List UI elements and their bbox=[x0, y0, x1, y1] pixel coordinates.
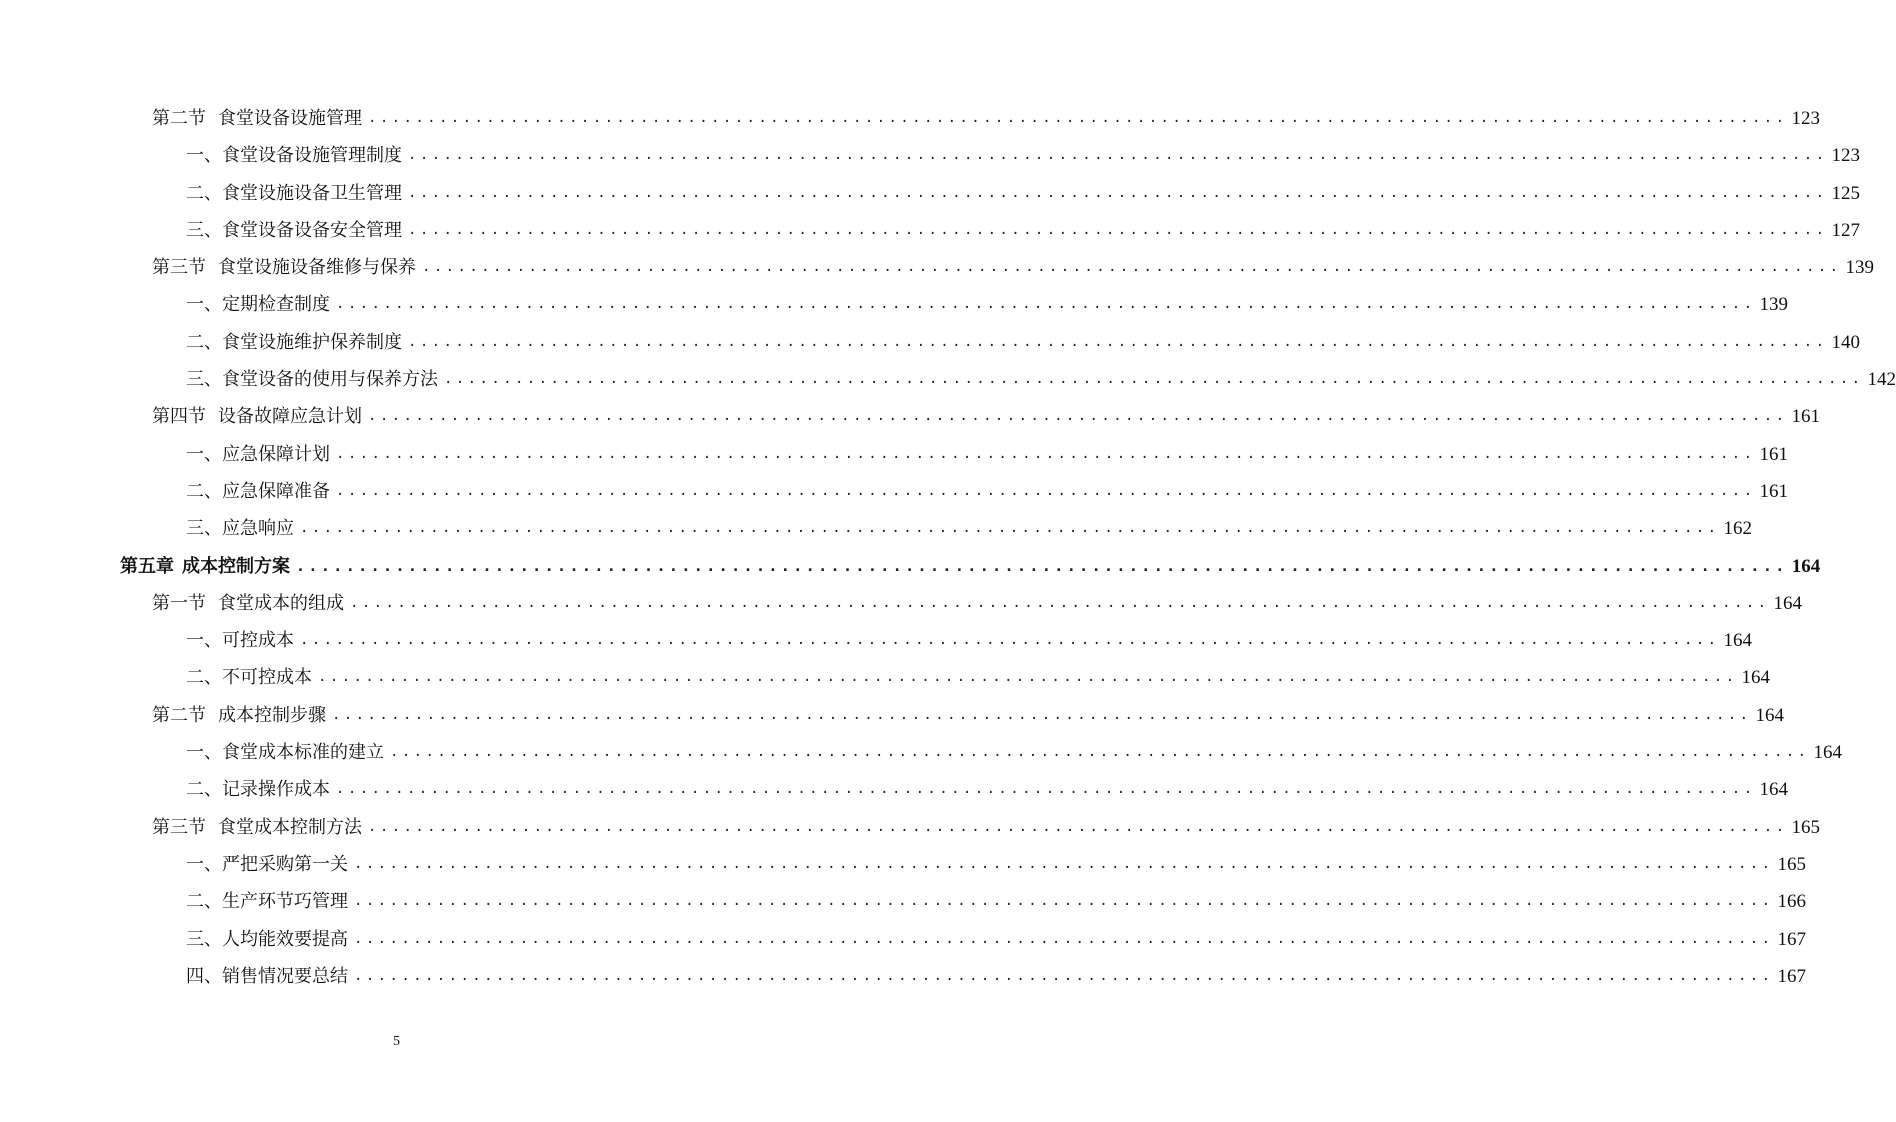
toc-entry-page-number: 162 bbox=[1723, 518, 1752, 540]
toc-entry-title: 记录操作成本 bbox=[222, 779, 330, 801]
toc-entry-title: 应急保障准备 bbox=[222, 480, 330, 502]
toc-entry-number: 一、 bbox=[186, 294, 222, 316]
toc-entry-title: 食堂成本标准的建立 bbox=[222, 742, 384, 764]
toc-entry-title: 食堂设施维护保养制度 bbox=[222, 331, 402, 353]
toc-subsection-entry[interactable] bbox=[0, 883, 1806, 920]
toc-entry-page-number: 166 bbox=[1777, 891, 1806, 913]
toc-entry-title: 可控成本 bbox=[222, 630, 294, 652]
toc-entry-page-number: 164 bbox=[1773, 592, 1802, 614]
toc-entry-number: 一、 bbox=[186, 145, 222, 167]
toc-entry-title: 食堂设施设备维修与保养 bbox=[218, 257, 416, 279]
toc-dot-leader: ........................................................................................................................ bbox=[318, 669, 1738, 686]
toc-subsection-entry[interactable] bbox=[0, 846, 1806, 883]
toc-entry-number: 第三节 bbox=[152, 257, 206, 279]
toc-dot-leader: ........................................................................................................................ bbox=[350, 594, 1770, 611]
toc-subsection-entry[interactable] bbox=[0, 473, 1788, 510]
toc-entry-number: 一、 bbox=[186, 630, 222, 652]
toc-subsection-entry[interactable] bbox=[0, 622, 1752, 659]
toc-subsection-entry[interactable] bbox=[0, 734, 1842, 771]
toc-entry-title: 食堂设备的使用与保养方法 bbox=[222, 369, 438, 391]
toc-entry-page-number: 165 bbox=[1791, 816, 1820, 838]
toc-dot-leader: ........................................................................................................................ bbox=[408, 184, 1828, 201]
toc-dot-leader: ........................................................................................................................ bbox=[300, 520, 1720, 537]
toc-entry-number: 三、 bbox=[186, 369, 222, 391]
toc-dot-leader: ........................................................................................................................ bbox=[336, 296, 1756, 313]
toc-subsection-entry[interactable] bbox=[0, 175, 1860, 212]
toc-subsection-entry[interactable] bbox=[0, 771, 1788, 808]
toc-entry-title: 食堂设施设备卫生管理 bbox=[222, 182, 402, 204]
toc-entry-title: 应急保障计划 bbox=[222, 443, 330, 465]
toc-dot-leader: ........................................................................................................................ bbox=[368, 408, 1788, 425]
toc-entry-title: 食堂设备设施管理制度 bbox=[222, 145, 402, 167]
toc-dot-leader: ........................................................................................................................ bbox=[368, 110, 1788, 126]
toc-section-entry[interactable] bbox=[0, 100, 1820, 137]
toc-entry-title: 食堂设备设备安全管理 bbox=[222, 219, 402, 241]
toc-entry-page-number: 139 bbox=[1759, 294, 1788, 316]
toc-dot-leader: ........................................................................................................................ bbox=[444, 371, 1864, 388]
toc-entry-title: 食堂成本控制方法 bbox=[218, 816, 362, 838]
toc-section-entry[interactable] bbox=[0, 585, 1802, 622]
toc-entry-page-number: 123 bbox=[1831, 145, 1860, 167]
toc-entry-page-number: 127 bbox=[1831, 219, 1860, 241]
toc-subsection-entry[interactable] bbox=[0, 137, 1860, 174]
toc-dot-leader: ........................................................................................................................ bbox=[354, 893, 1774, 910]
toc-entry-page-number: 164 bbox=[1723, 630, 1752, 652]
toc-entry-number: 一、 bbox=[186, 853, 222, 875]
toc-entry-title: 应急响应 bbox=[222, 518, 294, 540]
toc-entry-page-number: 142 bbox=[1867, 369, 1896, 391]
toc-entry-page-number: 167 bbox=[1777, 928, 1806, 950]
toc-entry-number: 第二节 bbox=[152, 704, 206, 726]
toc-entry-page-number: 164 bbox=[1759, 779, 1788, 801]
toc-entry-title: 销售情况要总结 bbox=[222, 965, 348, 987]
toc-entry-page-number: 161 bbox=[1791, 406, 1820, 428]
toc-entry-number: 第二节 bbox=[152, 108, 206, 129]
toc-dot-leader: ........................................................................................................................ bbox=[368, 818, 1788, 835]
table-of-contents bbox=[0, 100, 1896, 995]
toc-entry-title: 生产环节巧管理 bbox=[222, 891, 348, 913]
toc-entry-title: 设备故障应急计划 bbox=[218, 406, 362, 428]
toc-entry-page-number: 164 bbox=[1791, 555, 1821, 577]
toc-entry-title: 不可控成本 bbox=[222, 667, 312, 689]
toc-entry-title: 成本控制步骤 bbox=[218, 704, 326, 726]
toc-entry-title: 人均能效要提高 bbox=[222, 928, 348, 950]
toc-entry-page-number: 164 bbox=[1813, 742, 1842, 764]
toc-dot-leader: ........................................................................................................................ bbox=[336, 781, 1756, 798]
toc-dot-leader: ........................................................................................................................ bbox=[336, 445, 1756, 462]
toc-entry-title: 定期检查制度 bbox=[222, 294, 330, 316]
toc-dot-leader: ........................................................................................................................ bbox=[296, 556, 1788, 575]
toc-section-entry[interactable] bbox=[0, 398, 1820, 435]
toc-dot-leader: ........................................................................................................................ bbox=[408, 147, 1828, 164]
toc-dot-leader: ........................................................................................................................ bbox=[332, 706, 1752, 723]
toc-entry-number: 二、 bbox=[186, 480, 222, 502]
toc-entry-page-number: 161 bbox=[1759, 443, 1788, 465]
toc-entry-number: 二、 bbox=[186, 667, 222, 689]
toc-entry-number: 三、 bbox=[186, 928, 222, 950]
toc-entry-number: 二、 bbox=[186, 182, 222, 204]
toc-dot-leader: ........................................................................................................................ bbox=[408, 221, 1828, 238]
toc-entry-title: 食堂设备设施管理 bbox=[218, 108, 362, 129]
toc-subsection-entry[interactable] bbox=[0, 361, 1896, 398]
toc-entry-page-number: 123 bbox=[1791, 108, 1820, 129]
toc-dot-leader: ........................................................................................................................ bbox=[336, 482, 1756, 499]
toc-section-entry[interactable] bbox=[0, 697, 1784, 734]
toc-entry-number: 三、 bbox=[186, 219, 222, 241]
toc-dot-leader: ........................................................................................................................ bbox=[390, 744, 1810, 761]
toc-entry-number: 一、 bbox=[186, 742, 222, 764]
page-number: 5 bbox=[393, 1034, 400, 1049]
toc-chapter-entry[interactable] bbox=[0, 548, 1821, 585]
toc-entry-title: 食堂成本的组成 bbox=[218, 592, 344, 614]
toc-dot-leader: ........................................................................................................................ bbox=[422, 259, 1842, 276]
toc-subsection-entry[interactable] bbox=[0, 436, 1788, 473]
toc-entry-number: 二、 bbox=[186, 891, 222, 913]
toc-dot-leader: ........................................................................................................................ bbox=[300, 632, 1720, 649]
toc-entry-number: 三、 bbox=[186, 518, 222, 540]
toc-section-entry[interactable] bbox=[0, 809, 1820, 846]
toc-entry-page-number: 139 bbox=[1845, 257, 1874, 279]
toc-entry-number: 第一节 bbox=[152, 592, 206, 614]
toc-entry-number: 第三节 bbox=[152, 816, 206, 838]
toc-subsection-entry[interactable] bbox=[0, 324, 1860, 361]
toc-subsection-entry[interactable] bbox=[0, 286, 1788, 323]
toc-entry-number: 二、 bbox=[186, 331, 222, 353]
toc-entry-page-number: 164 bbox=[1741, 667, 1770, 689]
toc-dot-leader: ........................................................................................................................ bbox=[354, 967, 1774, 984]
toc-subsection-entry[interactable] bbox=[0, 212, 1860, 249]
toc-entry-page-number: 164 bbox=[1755, 704, 1784, 726]
toc-entry-number: 第五章 bbox=[120, 555, 174, 577]
toc-entry-number: 二、 bbox=[186, 779, 222, 801]
toc-entry-page-number: 167 bbox=[1777, 965, 1806, 987]
toc-dot-leader: ........................................................................................................................ bbox=[408, 333, 1828, 350]
toc-subsection-entry[interactable] bbox=[0, 659, 1770, 696]
toc-subsection-entry[interactable] bbox=[0, 958, 1806, 995]
toc-entry-page-number: 161 bbox=[1759, 480, 1788, 502]
toc-entry-page-number: 140 bbox=[1831, 331, 1860, 353]
toc-subsection-entry[interactable] bbox=[0, 921, 1806, 958]
toc-entry-title: 成本控制方案 bbox=[182, 555, 290, 577]
toc-entry-title: 严把采购第一关 bbox=[222, 853, 348, 875]
toc-entry-page-number: 125 bbox=[1831, 182, 1860, 204]
toc-entry-number: 第四节 bbox=[152, 406, 206, 428]
toc-subsection-entry[interactable] bbox=[0, 510, 1752, 547]
toc-dot-leader: ........................................................................................................................ bbox=[354, 930, 1774, 947]
toc-dot-leader: ........................................................................................................................ bbox=[354, 855, 1774, 872]
toc-entry-number: 四、 bbox=[186, 965, 222, 987]
toc-section-entry[interactable] bbox=[0, 249, 1874, 286]
toc-entry-page-number: 165 bbox=[1777, 853, 1806, 875]
toc-entry-number: 一、 bbox=[186, 443, 222, 465]
